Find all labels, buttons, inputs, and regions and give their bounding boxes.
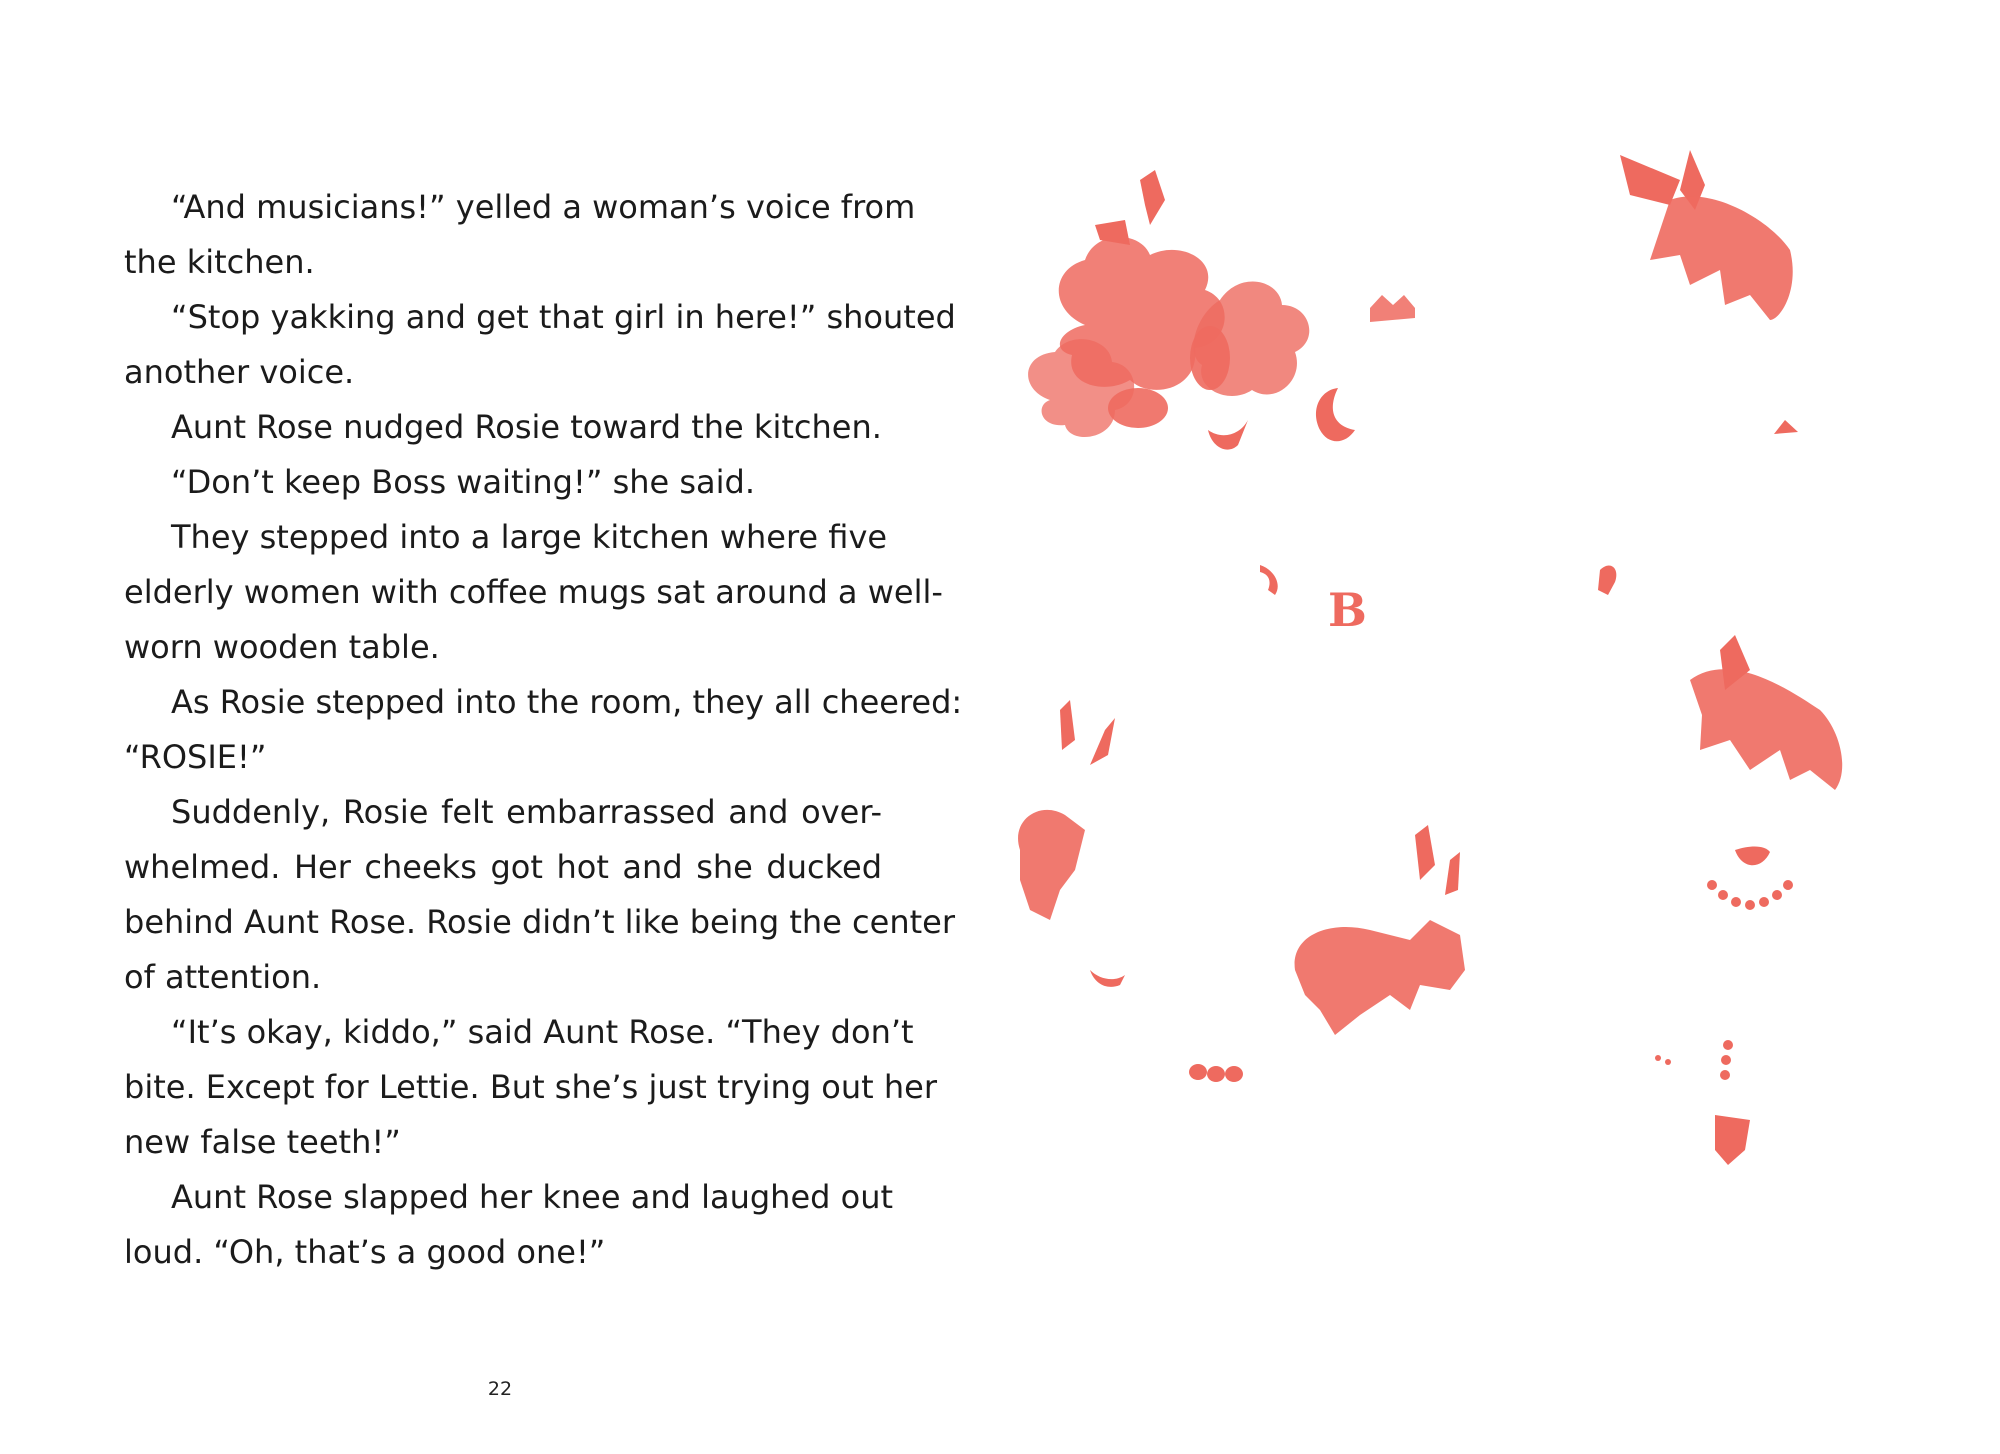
text-line: of attention. bbox=[124, 958, 322, 996]
bow-fragment bbox=[1620, 155, 1680, 205]
text-line: loud. “Oh, that’s a good one!” bbox=[124, 1233, 606, 1271]
page-number: 22 bbox=[487, 1378, 513, 1400]
text-line: “Stop yakking and get that girl in here!” shouted bbox=[171, 298, 956, 336]
text-line: new false teeth!” bbox=[124, 1123, 401, 1161]
mug-shape bbox=[1190, 326, 1230, 390]
teeth-marks bbox=[1189, 1064, 1243, 1082]
bow-fragment bbox=[1140, 170, 1165, 225]
hook-mark bbox=[1316, 388, 1355, 441]
hair-bow bbox=[1295, 920, 1465, 1035]
nose bbox=[1774, 420, 1798, 434]
bow-fragment bbox=[1445, 852, 1460, 895]
text-line: “And musicians!” yelled a woman’s voice from bbox=[171, 188, 916, 226]
text-line: another voice. bbox=[124, 353, 355, 391]
text-line: “Don’t keep Boss waiting!” she said. bbox=[171, 463, 756, 501]
cutout-illustration bbox=[990, 90, 1950, 1190]
hair-bow bbox=[1018, 810, 1085, 920]
lips bbox=[1735, 846, 1770, 865]
text-line: worn wooden table. bbox=[124, 628, 440, 666]
text-line: elderly women with coffee mugs sat around a well- bbox=[124, 573, 943, 611]
text-line: behind Aunt Rose. Rosie didn’t like being the center bbox=[124, 903, 955, 941]
text-line: “It’s okay, kiddo,” said Aunt Rose. “They don’t bbox=[171, 1013, 914, 1051]
smile bbox=[1090, 970, 1125, 987]
text-line: Aunt Rose slapped her knee and laughed out bbox=[171, 1178, 894, 1216]
mug-handle bbox=[1598, 566, 1616, 595]
bow-fragment bbox=[1095, 220, 1130, 245]
dots bbox=[1655, 1040, 1733, 1080]
smile bbox=[1208, 420, 1248, 450]
hair-bow bbox=[1690, 669, 1842, 790]
illustration bbox=[990, 90, 1950, 1190]
bow-fragment bbox=[1415, 825, 1435, 880]
pearl-necklace bbox=[1707, 880, 1793, 910]
text-line: Suddenly, Rosie felt embarrassed and over- bbox=[171, 793, 882, 831]
cheek bbox=[1108, 388, 1168, 428]
bow-fragment bbox=[1090, 718, 1115, 765]
text-line: bite. Except for Lettie. But she’s just trying out her bbox=[124, 1068, 937, 1106]
text-line: As Rosie stepped into the room, they all cheered: bbox=[171, 683, 963, 721]
story-text bbox=[124, 180, 963, 1280]
bow-fragment bbox=[1060, 700, 1075, 750]
text-line: the kitchen. bbox=[124, 243, 315, 281]
mug-shape bbox=[1715, 1115, 1750, 1165]
text-line: “ROSIE!” bbox=[124, 738, 267, 776]
text-line: They stepped into a large kitchen where five bbox=[171, 518, 888, 556]
hair-bow bbox=[1650, 196, 1793, 320]
letter-mark-b: B bbox=[1328, 583, 1367, 637]
eyebrow bbox=[1370, 295, 1415, 322]
text-line: Aunt Rose nudged Rosie toward the kitchen. bbox=[171, 408, 882, 446]
glasses-mark bbox=[1260, 565, 1278, 595]
text-line: whelmed. Her cheeks got hot and she ducked bbox=[124, 848, 882, 886]
